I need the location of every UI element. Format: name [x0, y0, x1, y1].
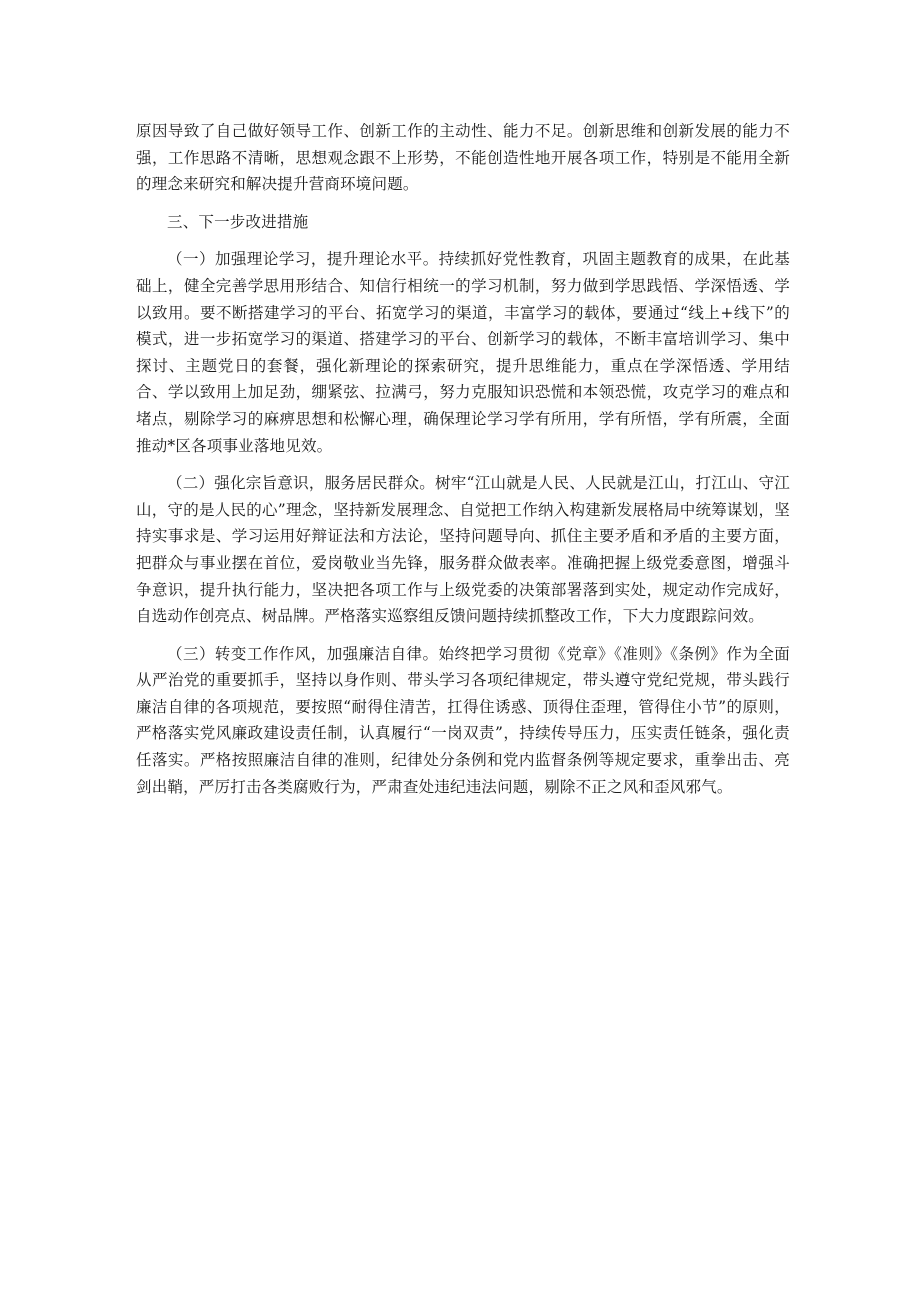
intro-paragraph: 原因导致了自己做好领导工作、创新工作的主动性、能力不足。创新思维和创新发展的能力不强，工作思路不清晰，思想观念跟不上形势，不能创造性地开展各项工作，特别是不能用全新的理念来研究和解决提升营商环境问题。	[136, 122, 790, 194]
paragraph-study: （一）加强理论学习，提升理论水平。持续抓好党性教育，巩固主题教育的成果，在此基础上，健全完善学思用形结合、知信行相统一的学习机制，努力做到学思践悟、学深悟透、学以致用。要不断搭建学习的平台、拓宽学习的渠道，丰富学习的载体，要通过“线上+线下”的模式，进一步拓宽学习的渠道、搭建学习的平台、创新学习的载体，不断丰富培训学习、集中探讨、主题党日的套餐，强化新理论的探索研究，提升思维能力，重点在学深悟透、学用结合、学以致用上加足劲，绷紧弦、拉满弓，努力克服知识恐慌和本领恐慌，攻克学习的难点和堵点，剔除学习的麻痹思想和松懈心理，确保理论学习学有所用，学有所悟，学有所震，全面推动*区各项事业落地见效。	[136, 250, 790, 455]
section-heading: 三、下一步改进措施	[167, 212, 309, 231]
paragraph-service: （二）强化宗旨意识，服务居民群众。树牢“江山就是人民、人民就是江山，打江山、守江山，守的是人民的心”理念，坚持新发展理念、自觉把工作纳入构建新发展格局中统筹谋划，坚持实事求是、学习运用好辩证法和方法论，坚持问题导向、抓住主要矛盾和矛盾的主要方面，把群众与事业摆在首位，爱岗敬业当先锋，服务群众做表率。准确把握上级党委意图，增强斗争意识，提升执行能力，坚决把各项工作与上级党委的决策部署落到实处，规定动作完成好，自选动作创亮点、树品牌。严格落实巡察组反馈问题持续抓整改工作，下大力度跟踪问效。	[136, 474, 790, 626]
paragraph-integrity: （三）转变工作作风，加强廉洁自律。始终把学习贯彻《党章》《准则》《条例》作为全面从严治党的重要抓手，坚持以身作则、带头学习各项纪律规定，带头遵守党纪党规，带头践行廉洁自律的各项规范，要按照“耐得住清苦，扛得住诱惑、顶得住歪理，管得住小节”的原则，严格落实党风廉政建设责任制，认真履行“一岗双责”，持续传导压力，压实责任链条，强化责任落实。严格按照廉洁自律的准则，纪律处分条例和党内监督条例等规定要求，重拳出击、亮剑出鞘，严厉打击各类腐败行为，严肃查处违纪违法问题，剔除不正之风和歪风邪气。	[136, 644, 790, 796]
document-body	[136, 118, 790, 800]
